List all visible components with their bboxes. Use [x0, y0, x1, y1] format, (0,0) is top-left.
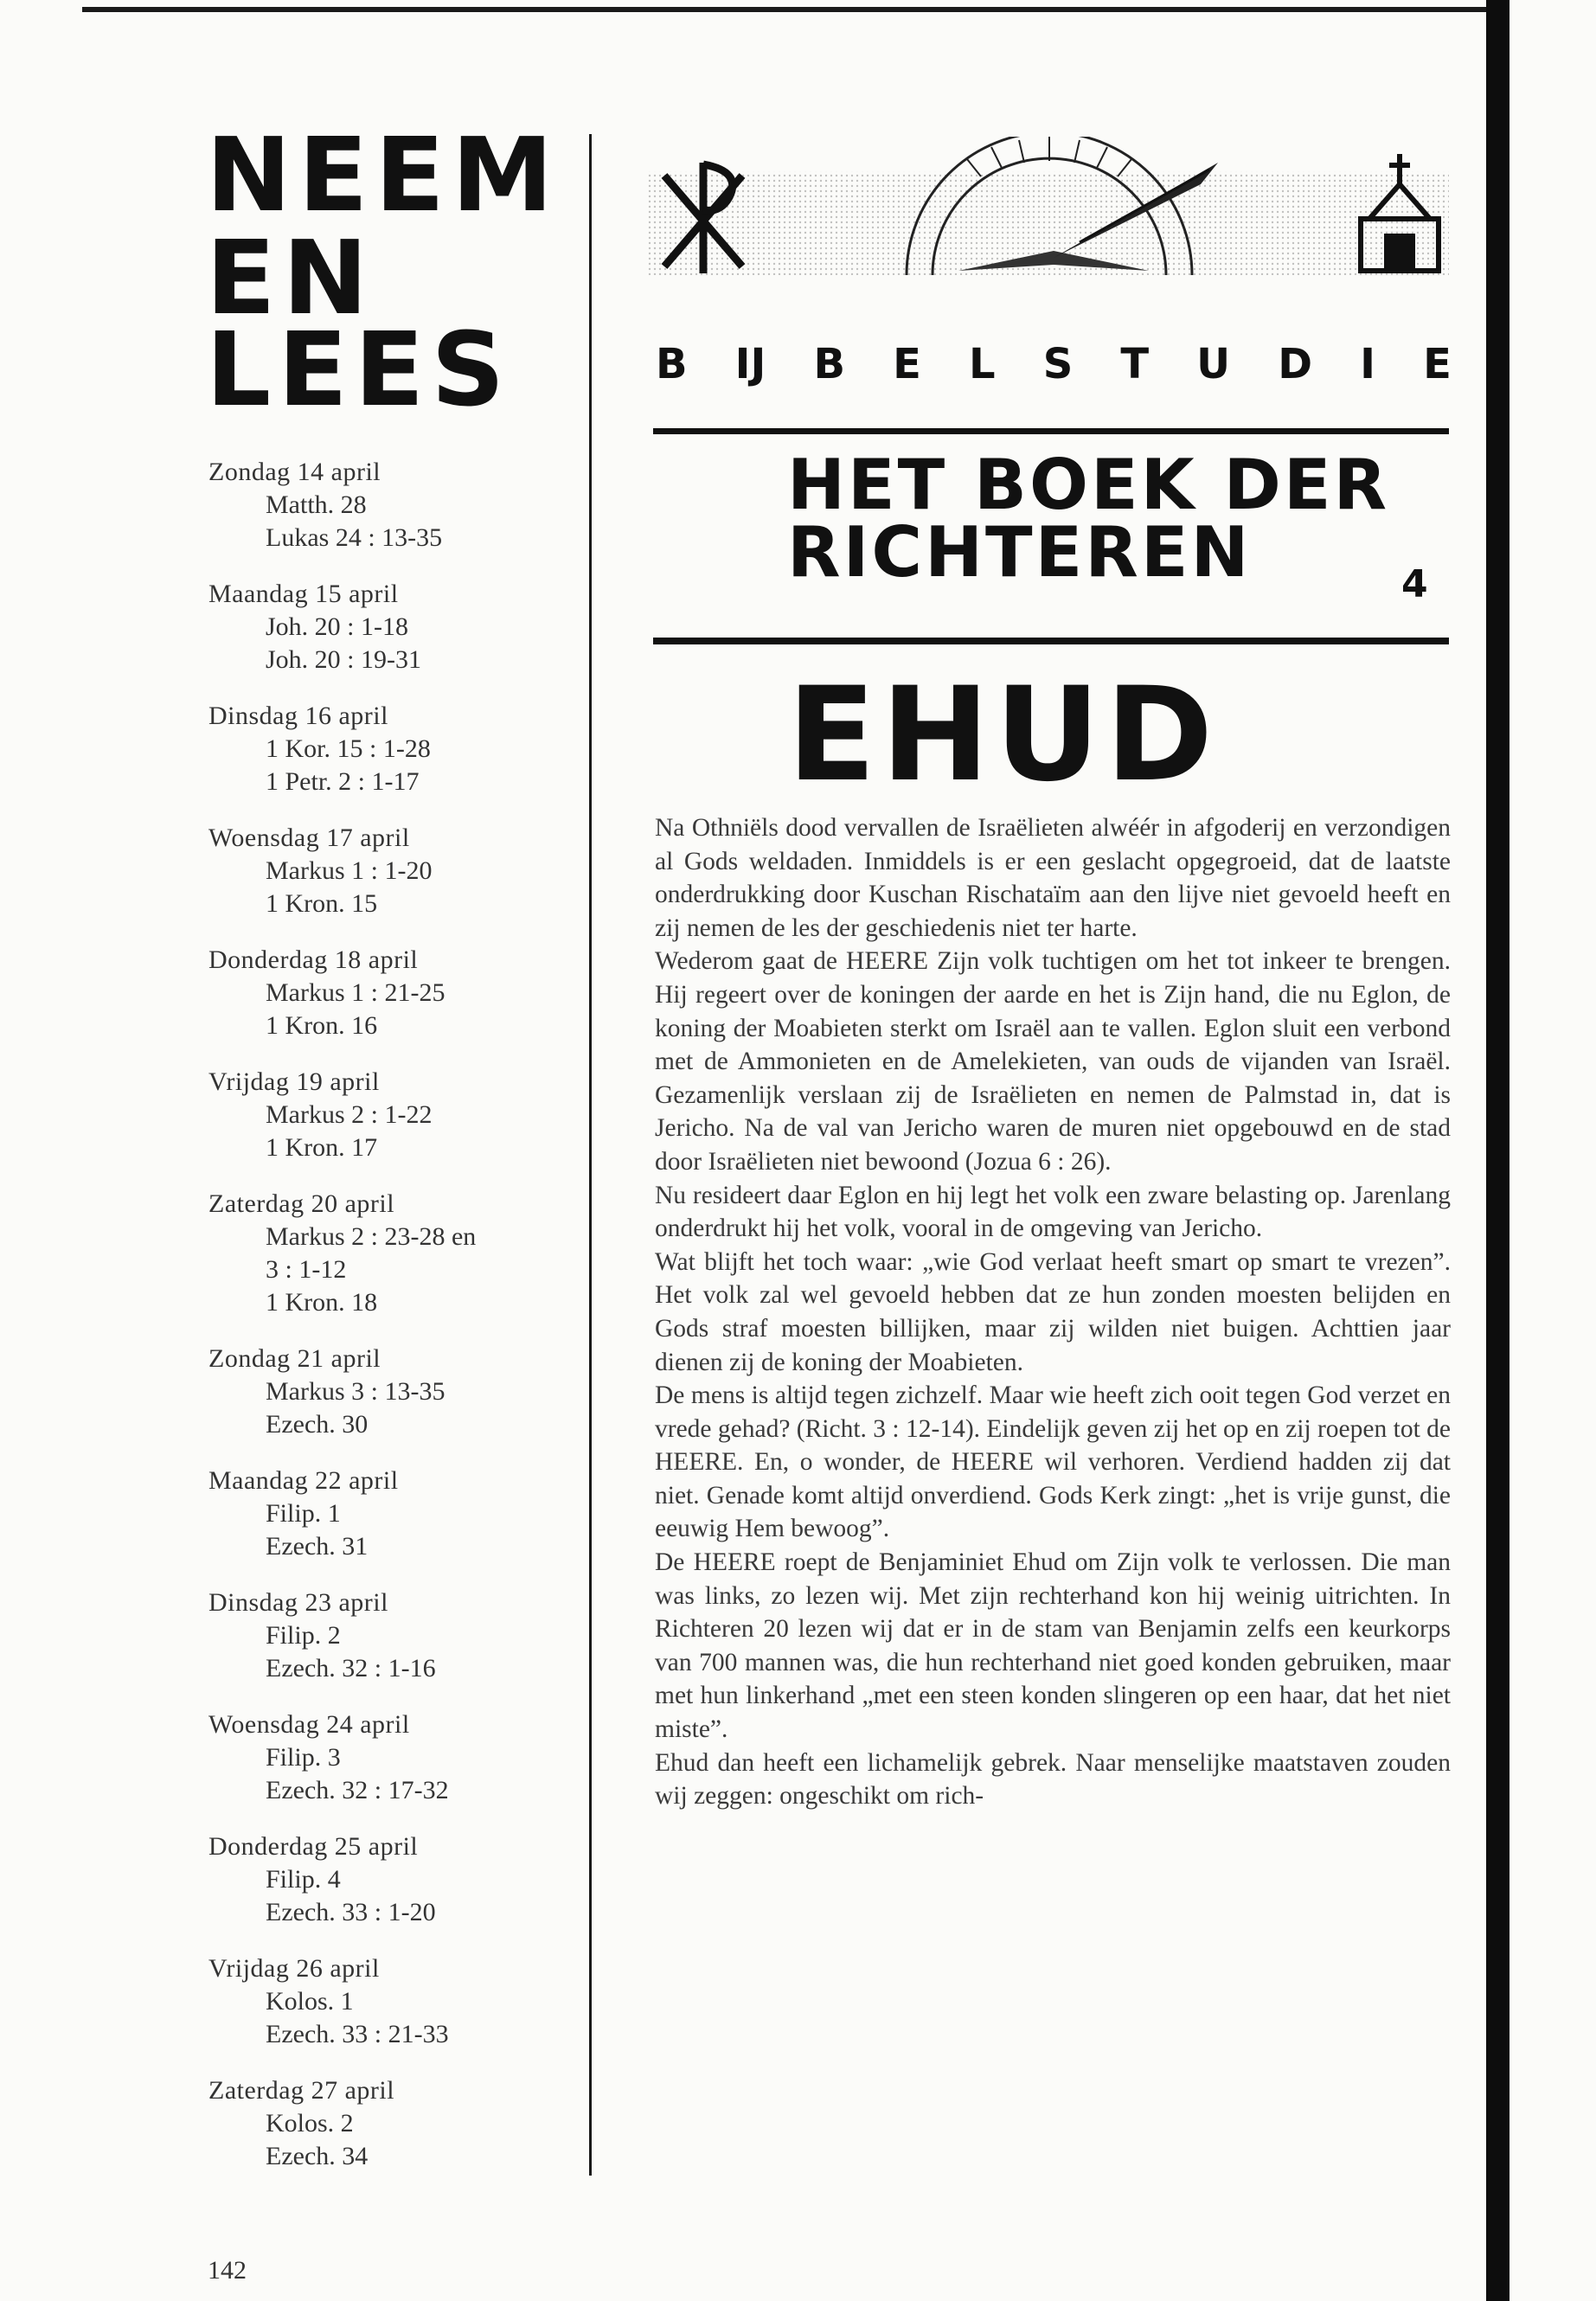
schedule-reading: Joh. 20 : 1-18 [266, 612, 408, 641]
masthead-lees: LEES [206, 310, 512, 429]
article-paragraph: De HEERE roept de Benjaminiet Ehud om Zijn volk te verlossen. Die man was links, zo lezen wij. Met zijn rechterhand kon hij weinig uitrichten. In Richteren 20 lezen wij dat er in de stam van Benjamin zelfs een keurkorps van 700 mannen was, die hun rechterhand niet goed konden gebruiken, maar met hun linkerhand „met een steen konden slingeren op een haar, dat het niet miste”. [655, 1548, 1451, 1744]
schedule-reading: Ezech. 33 : 21-33 [266, 2020, 449, 2048]
schedule-reading: Markus 2 : 23-28 en [266, 1222, 477, 1251]
page-number: 142 [208, 2256, 247, 2285]
schedule-day [208, 578, 580, 676]
article-body [655, 811, 1451, 1813]
top-rule [82, 7, 1486, 12]
article-paragraph: Nu resideert daar Eglon en hij legt het volk een zware belasting op. Jarenlang onderdrukt hij het volk, vooral in de omgeving van Jericho. [655, 1181, 1451, 1243]
schedule-day [208, 1708, 580, 1807]
schedule-day-title: Maandag 15 april [208, 580, 399, 608]
bijbelstudie-label [656, 340, 1452, 388]
section-label-letter: E [1423, 340, 1452, 388]
schedule-reading: Ezech. 32 : 1-16 [266, 1654, 436, 1682]
article-paragraph: Na Othniëls dood vervallen de Israëlieten alwéér in afgoderij en verzondigen al Gods weldaden. Inmiddels is er een geslacht opgegroeid, dat de laatste onderdrukking door Kuschan Rischataïm aan den lijve niet gevoeld heeft en zij nemen de les der geschiedenis niet ter harte. [655, 814, 1451, 942]
schedule-day [208, 1586, 580, 1685]
schedule-reading: Filip. 3 [266, 1743, 341, 1772]
schedule-reading: 1 Kron. 17 [266, 1133, 378, 1162]
masthead-neem: NEEM [206, 115, 561, 234]
schedule-day [208, 1343, 580, 1441]
schedule-day [208, 1465, 580, 1563]
schedule-day [208, 944, 580, 1042]
schedule-reading: Markus 3 : 13-35 [266, 1377, 445, 1406]
schedule-day-title: Vrijdag 26 april [208, 1954, 380, 1983]
header-rule-top [653, 428, 1449, 434]
schedule-day [208, 700, 580, 798]
section-label-letter: S [1042, 340, 1074, 388]
schedule-reading: 1 Kron. 18 [266, 1288, 378, 1317]
schedule-day-title: Zondag 21 april [208, 1344, 381, 1373]
section-label-letter: T [1120, 340, 1150, 388]
schedule-reading: Ezech. 31 [266, 1532, 369, 1561]
page-edge-shadow [1486, 0, 1509, 2301]
book-title-line1: HET BOEK DER [787, 445, 1390, 525]
schedule-day-title: Donderdag 25 april [208, 1832, 419, 1861]
schedule-day [208, 456, 580, 554]
schedule-day-title: Dinsdag 16 april [208, 702, 388, 730]
schedule-day-title: Woensdag 24 april [208, 1710, 410, 1739]
section-label-letter: D [1278, 340, 1313, 388]
section-label-letter: L [969, 340, 996, 388]
schedule-day [208, 1066, 580, 1164]
header-rule-bottom [653, 638, 1449, 644]
schedule-reading: Markus 1 : 21-25 [266, 978, 445, 1007]
schedule-day [208, 1188, 580, 1319]
schedule-reading: Markus 2 : 1-22 [266, 1100, 433, 1129]
bible-study-header-illustration [647, 137, 1449, 275]
schedule-day-title: Dinsdag 23 april [208, 1588, 388, 1617]
schedule-reading: Filip. 2 [266, 1621, 341, 1650]
schedule-reading: Filip. 1 [266, 1499, 341, 1528]
schedule-reading: 1 Kron. 15 [266, 889, 378, 918]
article-paragraph: Wat blijft het toch waar: „wie God verlaat heeft smart op smart te vrezen”. Het volk zal wel gevoeld hebben dat ze hun zonden moesten belijden en Gods straf moesten billijken, maar zij wilden niet buigen. Achttien jaar dienen zij de koning der Moabieten. [655, 1247, 1451, 1376]
schedule-day-title: Zondag 14 april [208, 458, 381, 486]
schedule-day-title: Zaterdag 20 april [208, 1189, 395, 1218]
schedule-reading: Ezech. 32 : 17-32 [266, 1776, 449, 1804]
reading-schedule [208, 456, 580, 2196]
schedule-reading: Kolos. 2 [266, 2109, 354, 2138]
section-label-letter: B [656, 340, 688, 388]
schedule-reading: 3 : 1-12 [266, 1255, 347, 1284]
schedule-reading: 1 Kron. 16 [266, 1011, 378, 1040]
schedule-day-title: Vrijdag 19 april [208, 1067, 380, 1096]
schedule-reading: 1 Petr. 2 : 1-17 [266, 767, 420, 796]
schedule-reading: Ezech. 34 [266, 2142, 369, 2170]
schedule-reading: 1 Kor. 15 : 1-28 [266, 734, 431, 763]
schedule-reading: Joh. 20 : 19-31 [266, 645, 421, 674]
schedule-reading: Filip. 4 [266, 1865, 341, 1894]
schedule-day [208, 2074, 580, 2173]
section-label-letter: E [893, 340, 921, 388]
book-title [787, 445, 1453, 593]
column-divider [589, 134, 592, 2176]
article-paragraph: Ehud dan heeft een lichamelijk gebrek. Naar menselijke maatstaven zouden wij zeggen: ongeschikt om rich- [655, 1748, 1451, 1811]
schedule-reading: Kolos. 1 [266, 1987, 354, 2016]
schedule-reading: Ezech. 30 [266, 1410, 369, 1439]
schedule-day-title: Maandag 22 april [208, 1466, 399, 1495]
part-number: 4 [1401, 562, 1428, 606]
schedule-day [208, 1830, 580, 1929]
schedule-reading: Matth. 28 [266, 490, 367, 519]
section-label-letter: I [1360, 340, 1376, 388]
section-label-letter: IJ [734, 340, 766, 388]
section-label-letter: B [813, 340, 846, 388]
schedule-reading: Markus 1 : 1-20 [266, 856, 433, 885]
section-label-letter: U [1196, 340, 1231, 388]
schedule-day [208, 822, 580, 920]
schedule-day-title: Donderdag 18 april [208, 945, 419, 974]
schedule-reading: Lukas 24 : 13-35 [266, 523, 443, 552]
schedule-day-title: Zaterdag 27 april [208, 2076, 395, 2105]
schedule-day-title: Woensdag 17 april [208, 824, 410, 852]
chapter-title: EHUD [787, 660, 1219, 811]
article-paragraph: De mens is altijd tegen zichzelf. Maar wie heeft zich ooit tegen God verzet en vrede gehad? (Richt. 3 : 12-14). Eindelijk geven zij het op en zij roepen tot de HEERE. En, o wonder, de HEERE wil verhoren. Verdiend hadden zij dat niet. Genade komt altijd onverdiend. Gods Kerk zingt: „het is vrije gunst, die eeuwig Hem bewoog”. [655, 1381, 1451, 1543]
schedule-day [208, 1952, 580, 2051]
masthead-en: EN [206, 218, 375, 337]
book-title-line2: RICHTEREN [787, 512, 1252, 593]
schedule-reading: Ezech. 33 : 1-20 [266, 1898, 436, 1926]
article-paragraph: Wederom gaat de HEERE Zijn volk tuchtigen om het tot inkeer te brengen. Hij regeert over de koningen der aarde en het is Zijn hand, die nu Eglon, de koning der Moabieten sterkt om Israël aan te vallen. Eglon sluit een verbond met de Ammonieten en de Amelekieten, van ouds de vijanden van Israël. Gezamenlijk verslaan zij de Israëlieten en nemen de Palmstad in, dat is Jericho. Na de val van Jericho waren de muren niet opgebouwd en de stad door Israëlieten niet bewoond (Jozua 6 : 26). [655, 947, 1451, 1176]
